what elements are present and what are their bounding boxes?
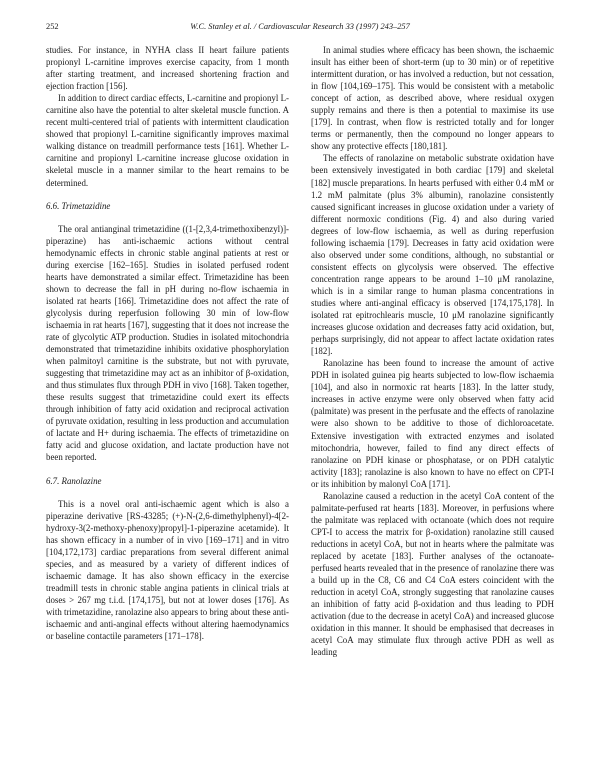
paragraph: Ranolazine caused a reduction in the acetyl CoA content of the palmitate-perfused rat hearts [183]. Moreover, in perfusions where the palmitate was replaced with octanoate (which does not require CPT-I to access the matrix for β-oxidation) ranolazine still caused reductions in acetyl CoA, but not in hearts where the palmitate was replaced by acetate [183]. Further analyses of the octanoate-perfused hearts revealed that in the presence of ranolazine there was a build up in the C8, C6 and C4 CoA esters coincident with the reduction in acetyl CoA, strongly suggesting that ranolazine causes an inhibition of fatty acid β-oxidation and thus leading to PDH activation (due to the decrease in acetyl CoA) and increased glucose oxidation in this manner. It should be emphasised that decreases in acetyl CoA may stimulate flux through active PDH as well as leading bbox=[311, 490, 554, 658]
paragraph: The oral antianginal trimetazidine ((1-[2,3,4-trimethoxibenzyl)]-piperazine) has anti-ischaemic actions without central hemodynamic effects in chronic stable anginal patients at rest or during exercise [162–165]. Studies in isolated perfused rodent hearts have demonstrated a similar effect. Trimetazidine has been shown to decrease the fall in pH during no-flow ischaemia in isolated rat hearts [166]. Trimetazidine does not affect the rate of glycolysis during reperfusion following 30 min of low-flow ischaemia in rat hearts [167], suggesting that it does not increase the rate of glycolytic ATP production. Studies in isolated mitochondria demonstrated that trimetazidine inhibits oxidative phosphorylation when palmitoyl carnitine is the substrate, but not with pyruvate, suggesting that trimetazidine may act as an inhibitor of β-oxidation, and thus stimulates flux through PDH in vivo [168]. Taken together, these results suggest that trimetazidine could exert its effects through inhibition of fatty acid oxidation and reciprocal activation of pyruvate oxidation, resulting in less production and accumulation of lactate and H+ during ischaemia. The effects of trimetazidine on fatty acid and glucose oxidation, and lactate production have not been reported. bbox=[46, 223, 289, 463]
left-column bbox=[46, 44, 289, 642]
page-header bbox=[46, 22, 554, 36]
page-number: 252 bbox=[46, 22, 59, 31]
running-head: W.C. Stanley et al. / Cardiovascular Research 33 (1997) 243–257 bbox=[190, 22, 410, 31]
section-heading-ranolazine: 6.7. Ranolazine bbox=[46, 475, 102, 486]
paragraph: In addition to direct cardiac effects, L-carnitine and propionyl L-carnitine also have the potential to alter skeletal muscle function. A recent multi-centered trial of patients with intermittent claudication showed that propionyl L-carnitine significantly improves maximal walking distance on treadmill performance tests [161]. Whether L-carnitine and propionyl L-carnitine increase glucose oxidation in skeletal muscle in a manner similar to the heart remains to be determined. bbox=[46, 93, 289, 188]
paragraph: This is a novel oral anti-ischaemic agent which is also a piperazine derivative [RS-43285; (+)-N-(2,6-dimethylphenyl)-4[2-hydroxy-3(2-methoxy-phenoxy)propyl]-1-piperazine acetamide). It has shown efficacy in a number of in vivo [169–171] and in vitro [104,172,173] cardiac preparations from several different animal species, and as measured by a variety of different indices of ischaemic damage. It has also shown efficacy in the exercise treadmill tests in chronic stable angina patients in clinical trials at doses > 267 mg t.i.d. [174,175], but not at lower doses [176]. As with trimetazidine, ranolazine also appears to bring about these anti-ischaemic and anti-anginal effects without altering haemodynamics or baseline contactile parameters [171–178]. bbox=[46, 498, 289, 642]
paragraph: The effects of ranolazine on metabolic substrate oxidation have been extensively investigated in both cardiac [179] and skeletal [182] muscle preparations. In hearts perfused with either 0.4 mM or 1.2 mM palmitate (plus 3% albumin), ranolazine consistently caused significant increases in glucose oxidation under a variety of different normoxic conditions (Fig. 4) and also during varied degrees of low-flow ischaemia, as well as during reperfusion following ischaemia [179]. Decreases in fatty acid oxidation were also observed under some conditions, although, no substantial or consistent effects on glycolysis were observed. The effective concentration range appears to be around 1–10 μM ranolazine, which is in a similar range to human plasma concentrations in studies where anti-anginal efficacy is observed [174,175,178]. In isolated rat epitrochlearis muscle, 10 μM ranolazine significantly increases glucose oxidation and decreases fatty acid oxidation, but, perhaps surprisingly, did not appear to affect lactate oxidation rates [182]. bbox=[311, 153, 554, 357]
section-heading-trimetazidine: 6.6. Trimetazidine bbox=[46, 200, 111, 211]
paragraph: In animal studies where efficacy has been shown, the ischaemic insult has either been of short-term (up to 30 min) or of repetitive intermittent duration, or has involved a reduction, but not cessation, in flow [104,169–175]. This would be consistent with a metabolic concept of action, as described above, where residual oxygen supply remains and there is then a potential to maximise its use [179]. In contrast, when flow is restricted totally and for longer terms or permanently, then the compound no longer appears to show any protective effects [180,181]. bbox=[311, 45, 554, 152]
paragraph: studies. For instance, in NYHA class II heart failure patients propionyl L-carnitine improves exercise capacity, from 1 month after starting treatment, and increased shortening fraction and ejection fraction [156]. bbox=[46, 45, 289, 92]
paragraph: Ranolazine has been found to increase the amount of active PDH in isolated guinea pig hearts subjected to low-flow ischaemia [104], and also in normoxic rat hearts [183]. In the latter study, increases in active enzyme were only observed when fatty acid (palmitate) was present in the perfusate and the effects of ranolazine were also shown to be additive to those of dichloroacetate. Extensive investigation with extracted enzymes and isolated mitochondria, however, failed to find any direct effects of ranolazine on PDH kinase or phosphatase, or on PDH catalytic activity [183]; ranolazine is also known to have no effect on CPT-I or its inhibition by malonyl CoA [171]. bbox=[311, 358, 554, 489]
right-column bbox=[311, 44, 554, 658]
